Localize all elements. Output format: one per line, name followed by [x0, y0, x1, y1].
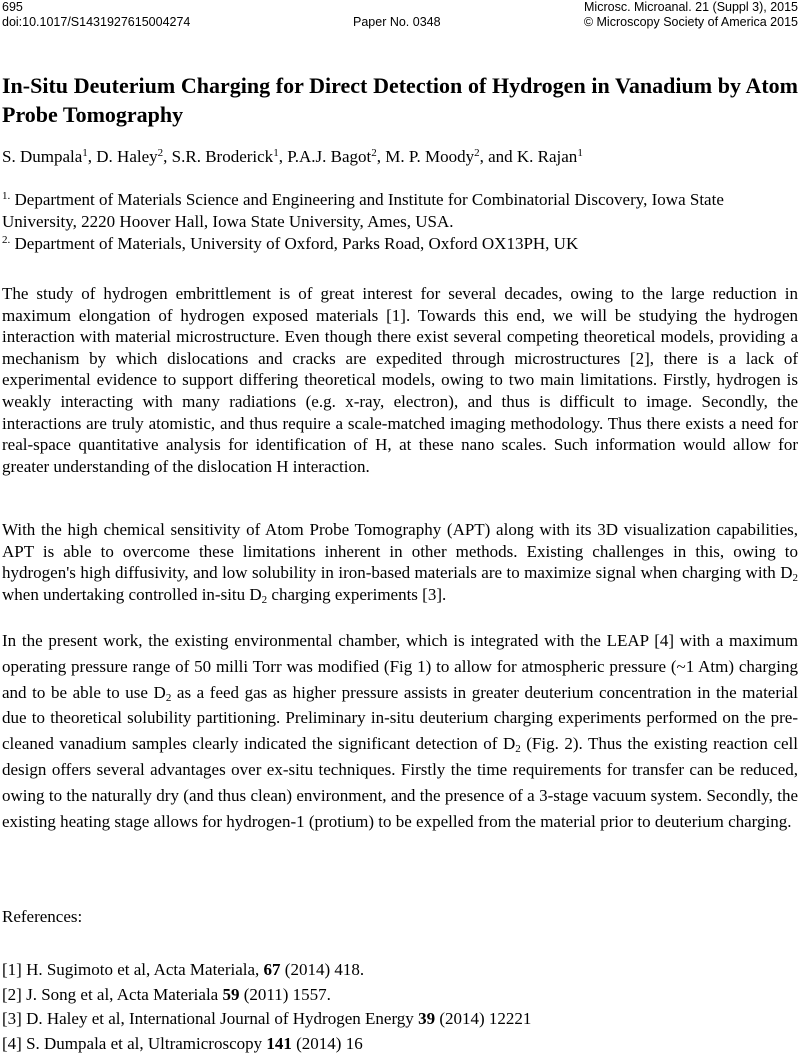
- reference-item: [2] J. Song et al, Acta Materiala 59 (2011) 1557.: [2, 984, 331, 1004]
- copyright: © Microscopy Society of America 2015: [583, 15, 798, 29]
- body-paragraph-3: In the present work, the existing environmental chamber, which is integrated with the LEAP [4] with a maximum operating pressure range of 50 milli Torr was modified (Fig 1) to allow for atmospheric pressure (~1 Atm) charging and to be able to use $D_2$ as a feed gas as higher pressure assists in greater deuterium concentration in the material due to theoretical solubility partitioning. Preliminary in-situ deuterium charging experiments performed on the pre-cleaned vanadium samples clearly indicated the significant detection of $D_2$ (Fig. 2). Thus the existing reaction cell design offers several advantages over ex-situ techniques. Firstly the time requirements for transfer can be reduced, owing to the naturally dry (and thus clean) environment, and the presence of a 3-stage vacuum system. Secondly, the existing heating stage allows for hydrogen-1 (protium) to be expelled from the material prior to deuterium charging.: [2, 631, 798, 831]
- paper-number: Paper No. 0348: [353, 15, 441, 29]
- affiliations: [2, 189, 798, 255]
- references-list: [2, 958, 798, 1056]
- author: S. Dumpala$^1$,: [2, 147, 97, 166]
- body-paragraph-1: The study of hydrogen embrittlement is of great interest for several decades, owing to the large reduction in maximum elongation of hydrogen exposed materials [1]. Towards this end, we will be studying the hydrogen interaction with material microstructure. Even though there exist several competing theoretical models, providing a mechanism by which dislocations and cracks are expedited through microstructures [2], there is a lack of experimental evidence to support differing theoretical models, owing to two main limitations. Firstly, hydrogen is weakly interacting with many radiations (e.g. x-ray, electron), and thus is difficult to image. Secondly, the interactions are truly atomistic, and thus require a scale-matched imaging methodology. Thus there exists a need for real-space quantitative analysis for identification of H, at these nano scales. Such information would allow for greater understanding of the dislocation H interaction.: [2, 284, 798, 476]
- reference-item: [3] D. Haley et al, International Journal of Hydrogen Energy 39 (2014) 12221: [2, 1009, 532, 1028]
- author: P.A.J. Bagot$^2$,: [287, 147, 386, 166]
- body-paragraph-2: With the high chemical sensitivity of Atom Probe Tomography (APT) along with its 3D visualization capabilities, APT is able to overcome these limitations inherent in other methods. Existing challenges in this, owing to hydrogen's high diffusivity, and low solubility in iron-based materials are to maximize signal when charging with $D_2$ when undertaking controlled in-situ $D_2$ charging experiments [3].: [2, 520, 798, 606]
- doi: doi:10.1017/S1431927615004274: [2, 15, 191, 29]
- journal-citation: Microsc. Microanal. 21 (Suppl 3), 2015: [584, 0, 798, 14]
- affiliation-2: $^{2.}$ Department of Materials, University of Oxford, Parks Road, Oxford OX13PH, UK: [2, 234, 579, 253]
- page-number: 695: [2, 0, 23, 14]
- author-list: [2, 146, 798, 168]
- reference-item: [4] S. Dumpala et al, Ultramicroscopy 141 (2014) 16: [2, 1033, 363, 1053]
- author: K. Rajan$^1$: [516, 147, 583, 166]
- affiliation-1: $^{1.}$ Department of Materials Science and Engineering and Institute for Combinatorial Discovery, Iowa State University, 2220 Hoover Hall, Iowa State University, Ames, USA.: [2, 190, 724, 231]
- author: D. Haley$^2$,: [96, 147, 172, 166]
- reference-item: [1] H. Sugimoto et al, Acta Materiala, 67 (2014) 418.: [2, 960, 365, 979]
- references-heading: References:: [2, 907, 83, 926]
- author: M. P. Moody$^2$, and: [385, 147, 517, 166]
- paper-title: In-Situ Deuterium Charging for Direct Detection of Hydrogen in Vanadium by Atom Probe Tomography: [2, 73, 798, 127]
- author: S.R. Broderick$^1$,: [171, 147, 288, 166]
